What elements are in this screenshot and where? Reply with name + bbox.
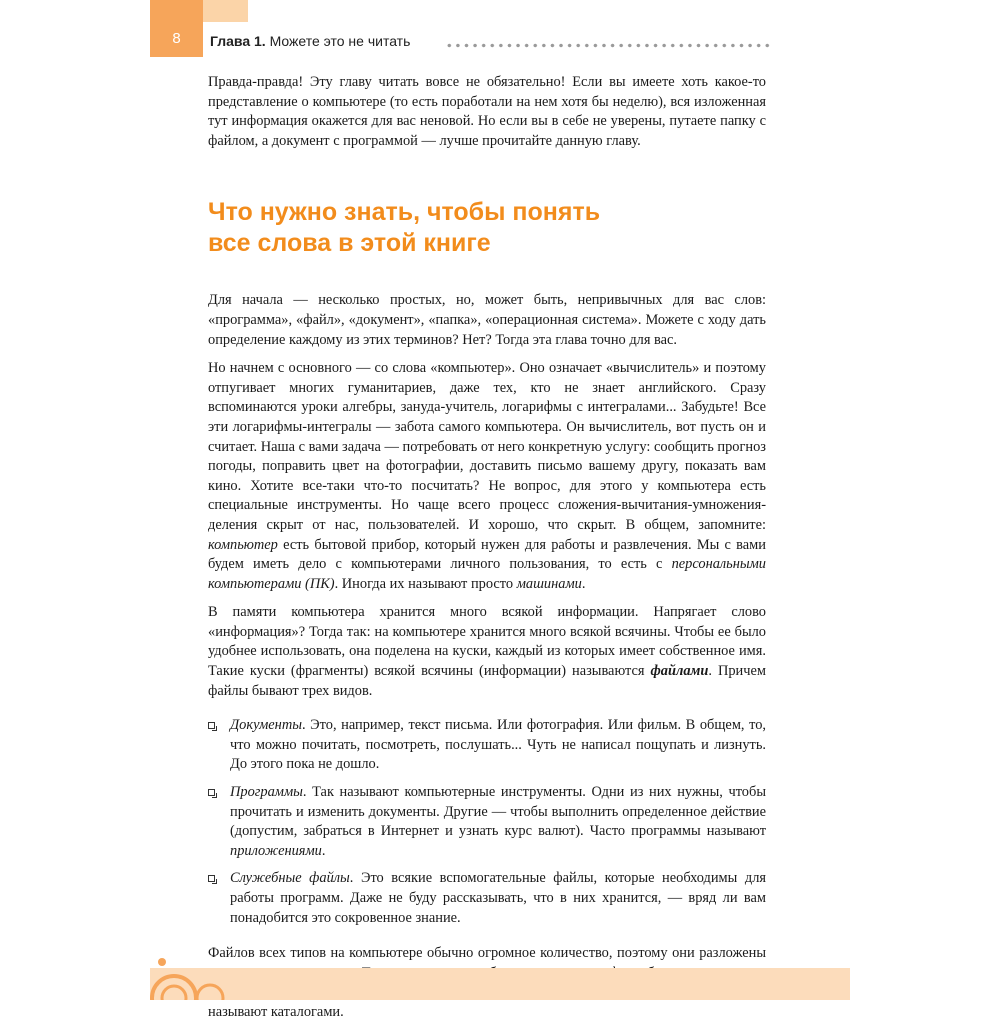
- paragraph-2-text-d: .: [581, 575, 586, 592]
- paragraph-2-text-a: Но начнем с основного — со слова «компьютер». Оно означает «вычислитель» и поэтому отпугивает многих гуманитариев, даже тех, кто не знает английского. Сразу вспоминаются уроки алгебры, зануда-учитель, логарифмы с интегралами... Забудьте! Все эти логарифмы-интегралы — забота самого компьютера. Он вычислитель, вот пусть он и считает. Наша с вами задача — потребовать от него конкретную услугу: сообщить прогноз погоды, поправить цвет на фотографии, доставить письмо вашему другу, показать вам кино. Хотите все-таки что-то посчитать? Не вопрос, для этого у компьютера есть специальные инструменты. Но чаще всего процесс сложения-вычитания-умножения-деления скрыт от нас, пользователей. И хорошо, что скрыт. В общем, запомните:: [208, 360, 766, 533]
- term-personal-computers: персональными компьютерами (ПК): [208, 556, 766, 592]
- list-item-text: . Это всякие вспомогательные файлы, которые необходимы для работы программ. Даже не буду рассказывать, что в них хранится, — вряд ли вам понадобится это сокровенное знание.: [230, 870, 766, 926]
- circles-decoration-icon: [140, 950, 230, 1000]
- paragraph-4-text-a: Файлов всех типов на компьютере обычно огромное количество, поэтому они разложены: [208, 945, 766, 962]
- term-machines: машинами: [516, 575, 582, 592]
- checkbox-bullet-icon: [208, 875, 215, 882]
- list-item-term: Служебные файлы: [230, 870, 350, 887]
- list-item-programs: [208, 783, 766, 861]
- intro-paragraph: Правда-правда! Эту главу читать вовсе не обязательно! Если вы имеете хоть какое-то представление о компьютере (то есть поработали на нем хотя бы неделю), вся изложенная тут информация окажется для вас неновой. Но если вы в себе не уверены, путаете папку с файлом, а документ с программой — лучше прочитайте данную главу.: [208, 74, 766, 149]
- page-body: [208, 73, 766, 1032]
- paragraph-2: [208, 359, 766, 594]
- term-files: файлами: [650, 663, 709, 680]
- running-head: [210, 33, 410, 49]
- list-item-documents: [208, 716, 766, 775]
- list-item-term: Программы: [230, 784, 303, 801]
- list-item-term: Документы: [230, 717, 302, 734]
- chapter-title: Можете это не читать: [269, 33, 411, 49]
- list-item-text: . Это, например, текст письма. Или фотография. Или фильм. В общем, то, что можно почитать, посмотреть, послушать... Чуть не написал пощупать и лизнуть. До этого пока не дошло.: [230, 717, 766, 773]
- dotted-rule: [445, 43, 770, 48]
- section-heading-line2: все слова в этой книге: [208, 229, 491, 258]
- paragraph-3-text-a: В памяти компьютера хранится много всякой информации. Напрягает слово «информация»? Тогда так: на компьютере хранится много всякой всячины. Чтобы ее было удобнее использовать, она поделена на куски, каждый из которых имеет собственное имя. Такие куски (фрагменты) всякой всячины (информации) называются: [208, 604, 766, 680]
- footer-band: [150, 968, 850, 1000]
- checkbox-bullet-icon: [208, 722, 215, 729]
- file-types-list: [208, 716, 766, 928]
- chapter-label: Глава 1.: [210, 33, 266, 49]
- section-heading-line1: Что нужно знать, чтобы понять: [208, 198, 601, 227]
- paragraph-4-text-b: называют каталогами.: [208, 1003, 344, 1020]
- paragraph-2-text-c: . Иногда их называют просто: [334, 575, 517, 592]
- page-tab-accent: [203, 0, 248, 22]
- paragraph-1: Для начала — несколько простых, но, может быть, непривычных для вас слов: «программа», «файл», «документ», «папка», «операционная система». Можете с ходу дать определение каждому из этих терминов? Нет? Тогда эта глава точно для вас.: [208, 292, 766, 348]
- paragraph-3: [208, 603, 766, 701]
- page-number: 8: [172, 30, 181, 47]
- page-tab: [150, 0, 203, 57]
- paragraph-2-text-b: есть бытовой прибор, который нужен для работы и развлечения. Мы с вами будем иметь дело с компьютерами личного пользования, то есть с: [208, 536, 766, 573]
- list-item-text: . Так называют компьютерные инструменты. Одни из них нужны, чтобы прочитать и изменить документы. Другие — чтобы выполнить определенное действие (допустим, забраться в Интернет и узнать курс валют). Часто программы называют: [230, 784, 766, 840]
- term-computer: компьютер: [208, 536, 278, 553]
- term-applications: приложениями: [230, 842, 322, 859]
- list-item-service-files: [208, 869, 766, 928]
- checkbox-bullet-icon: [208, 789, 215, 796]
- list-item-tail: .: [321, 842, 326, 859]
- paragraph-3-text-b: . Причем файлы бывают трех видов.: [208, 663, 766, 699]
- section-heading: [208, 197, 766, 259]
